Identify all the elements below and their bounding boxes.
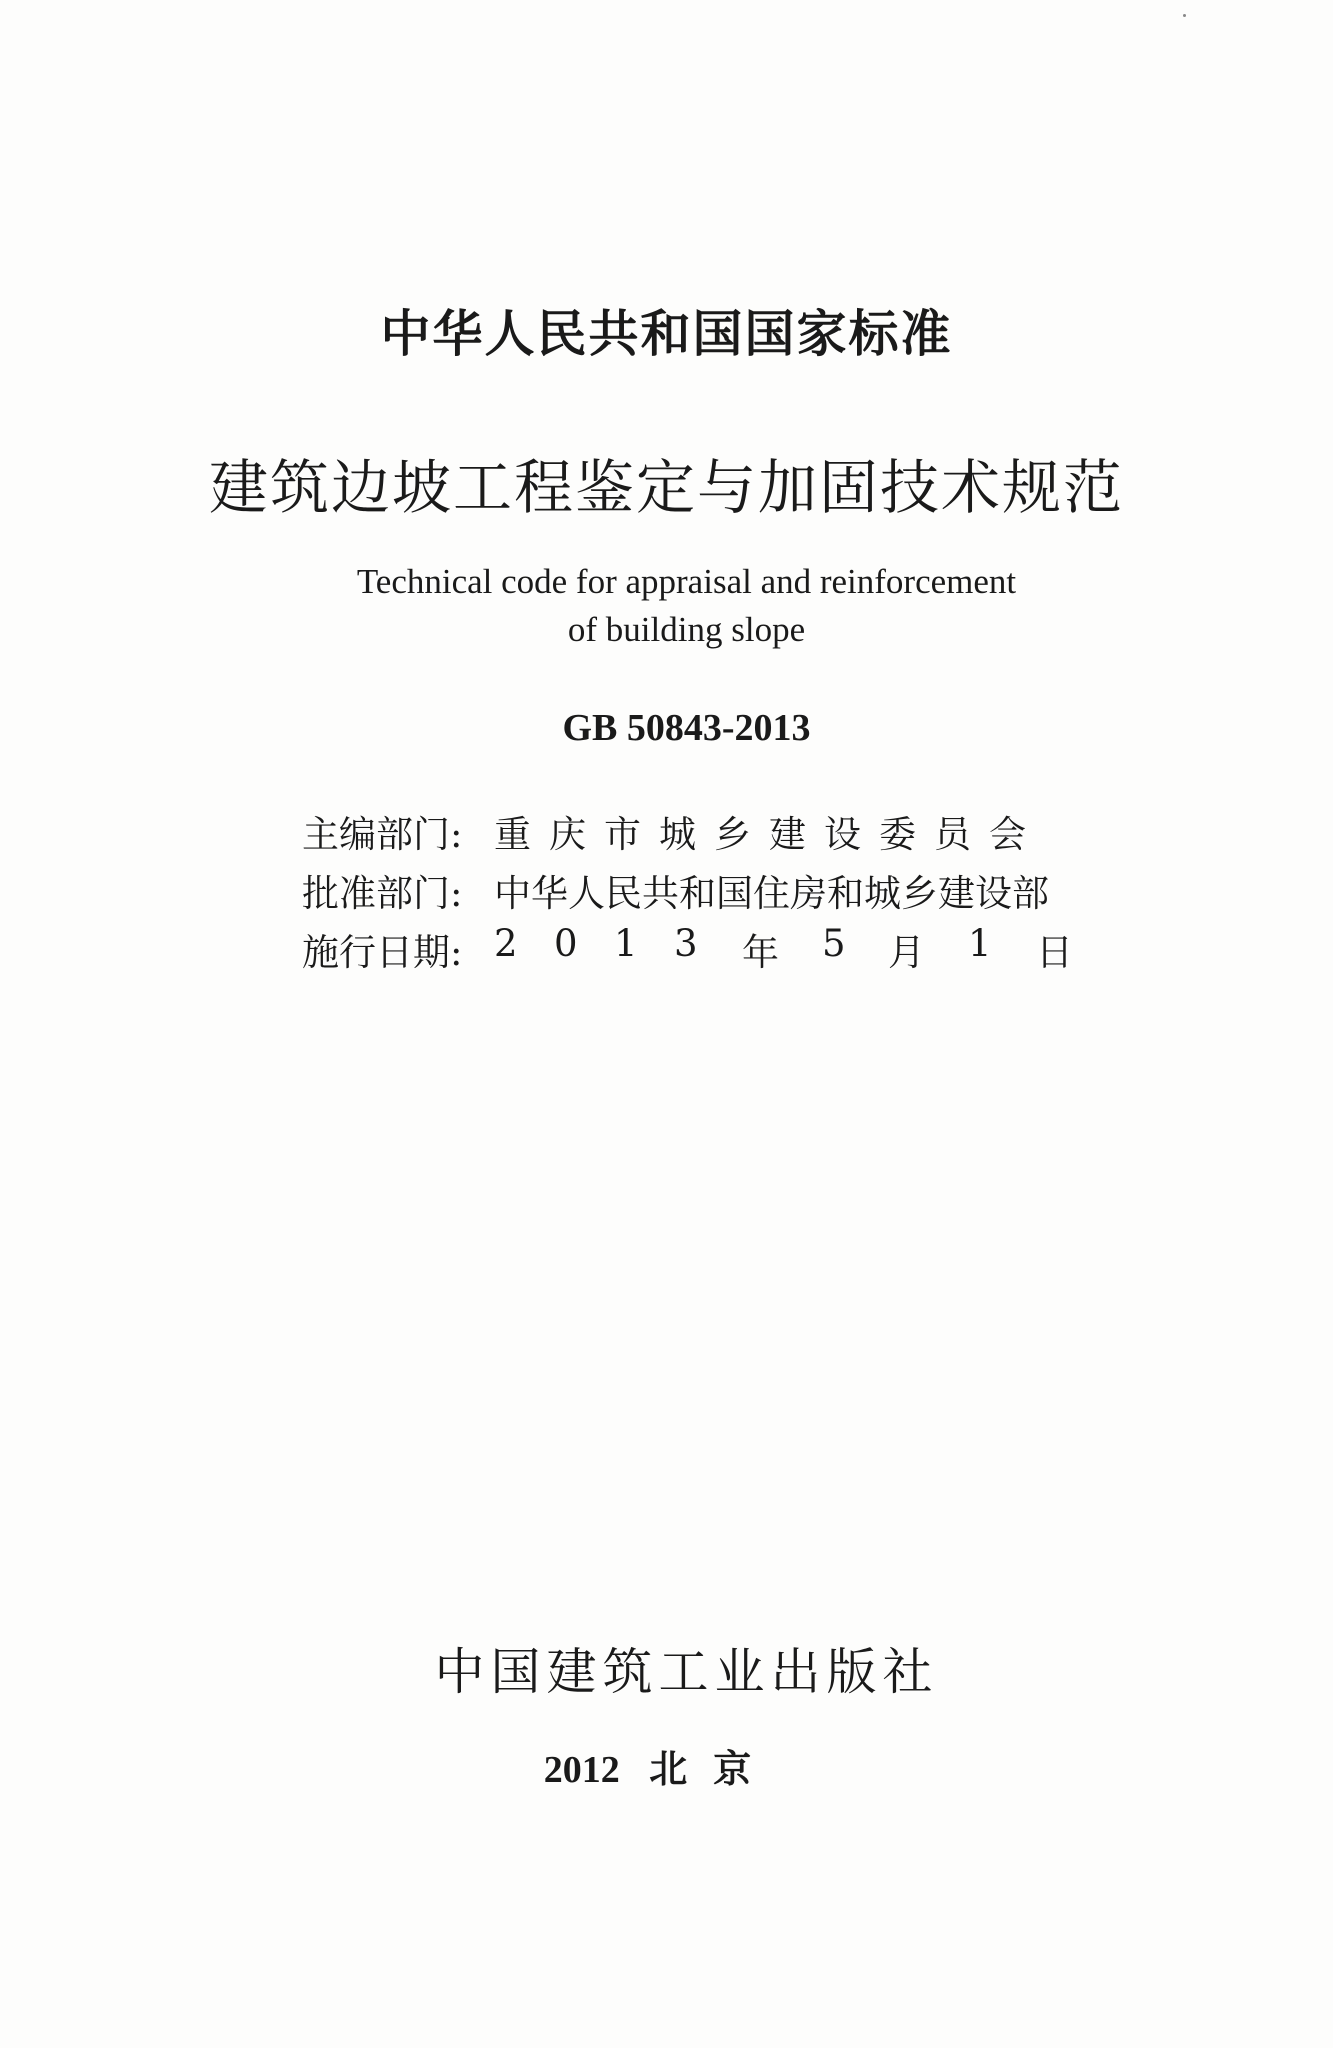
effective-date-year-unit: 年	[742, 931, 779, 974]
approval-department-row	[302, 863, 1082, 917]
standard-series-title: 中华人民共和国国家标准	[380, 305, 953, 363]
document-title-chinese: 建筑边坡工程鉴定与加固技术规范	[208, 453, 1124, 522]
document-title-english-line-1: Technical code for appraisal and reinforcement	[356, 562, 1017, 601]
effective-date-label: 施行日期:	[302, 931, 463, 974]
standard-code: GB 50843-2013	[562, 707, 811, 749]
effective-date-row	[302, 922, 1082, 976]
effective-date-year-digit-4: 3	[674, 922, 698, 965]
chief-editing-department-value: 重庆市城乡建设委员会	[494, 813, 1044, 856]
effective-date-month: 5	[822, 922, 846, 965]
imprint-line	[0, 1738, 1327, 1793]
scan-speck	[1183, 14, 1186, 17]
effective-date-year-digit-1: 2	[494, 922, 518, 965]
effective-date-day: 1	[968, 922, 992, 965]
effective-date-year-digit-3: 1	[614, 922, 638, 965]
imprint-city: 北京	[649, 1747, 778, 1791]
effective-date-year-digit-2: 0	[554, 922, 578, 965]
chief-editing-department-row	[302, 804, 1082, 858]
publisher-name: 中国建筑工业出版社	[434, 1643, 939, 1701]
approval-department-label: 批准部门:	[302, 872, 463, 915]
effective-date-day-unit: 日	[1036, 931, 1073, 974]
imprint-year: 2012	[543, 1749, 620, 1791]
chief-editing-department-label: 主编部门:	[302, 813, 463, 856]
approval-department-value: 中华人民共和国住房和城乡建设部	[494, 872, 1049, 915]
effective-date-month-unit: 月	[888, 931, 925, 974]
document-title-english-line-2: of building slope	[567, 610, 806, 649]
